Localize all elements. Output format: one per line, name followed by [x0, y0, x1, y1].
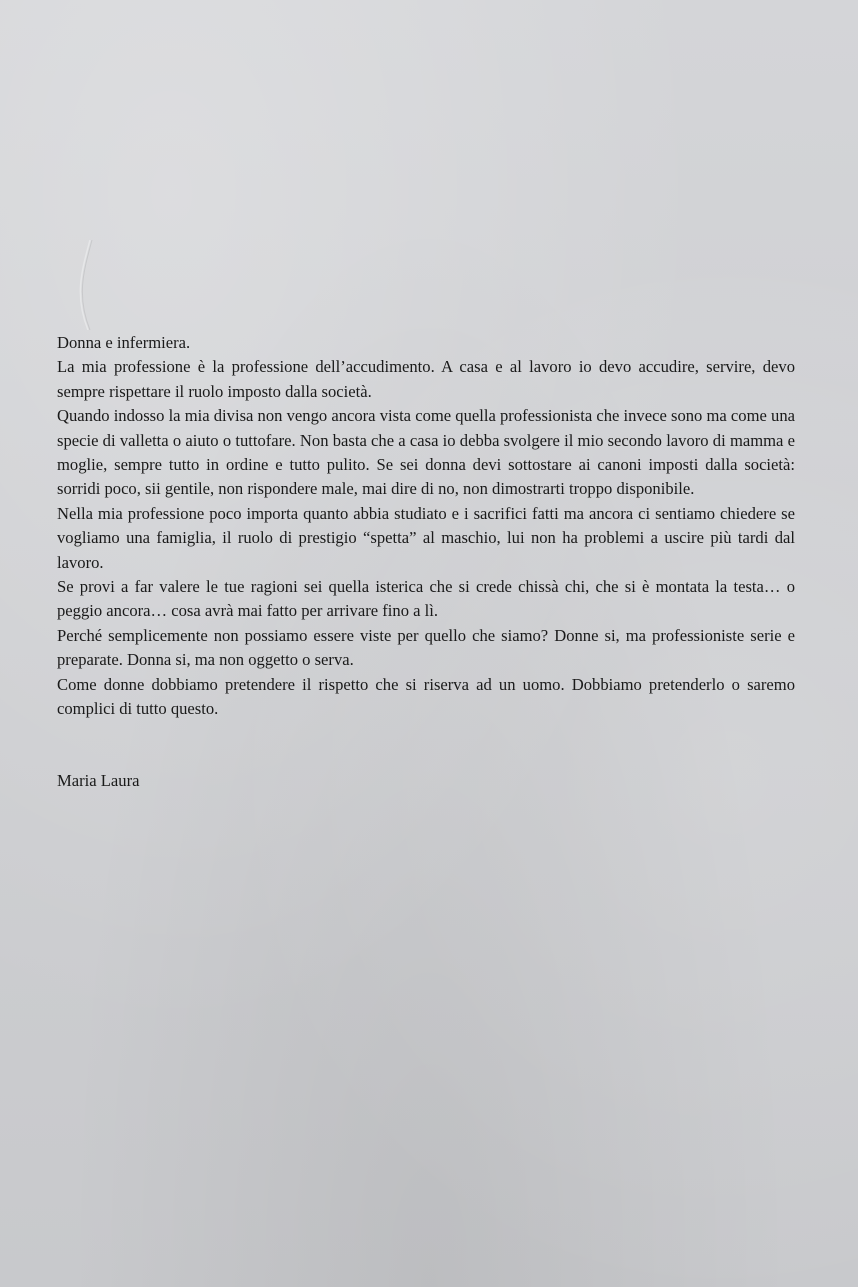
letter-paragraph: La mia professione è la professione dell’accudimento. A casa e al lavoro io devo accudire, servire, devo sempre rispettare il ruolo imposto dalla società.	[57, 357, 795, 401]
letter-signature: Maria Laura	[57, 771, 140, 790]
letter-paragraph: Quando indosso la mia divisa non vengo ancora vista come quella professionista che invece sono ma come una specie di valletta o aiuto o tuttofare. Non basta che a casa io debba svolgere il mio secondo lavoro di mamma e moglie, sempre tutto in ordine e tutto pulito. Se sei donna devi sottostare ai canoni imposti dalla società: sorridi poco, sii gentile, non rispondere male, mai dire di no, non dimostrarti troppo disponibile.	[57, 406, 795, 499]
letter-title: Donna e infermiera.	[57, 333, 191, 352]
paper-crease	[60, 240, 100, 330]
letter-paragraph: Nella mia professione poco importa quanto abbia studiato e i sacrifici fatti ma ancora ci sentiamo chiedere se vogliamo una famiglia, il ruolo di prestigio “spetta” al maschio, lui non ha problemi a uscire più tardi dal lavoro.	[57, 503, 795, 572]
letter-body	[57, 331, 795, 722]
letter-paragraph: Come donne dobbiamo pretendere il rispetto che si riserva ad un uomo. Dobbiamo pretenderlo o saremo complici di tutto questo.	[57, 674, 795, 719]
letter-paragraph: Se provi a far valere le tue ragioni sei quella isterica che si crede chissà chi, che si è montata la testa… o peggio ancora… cosa avrà mai fatto per arrivare fino a lì.	[57, 577, 795, 621]
letter-paragraph: Perché semplicemente non possiamo essere viste per quello che siamo? Donne si, ma professioniste serie e preparate. Donna si, ma non oggetto o serva.	[57, 625, 795, 670]
